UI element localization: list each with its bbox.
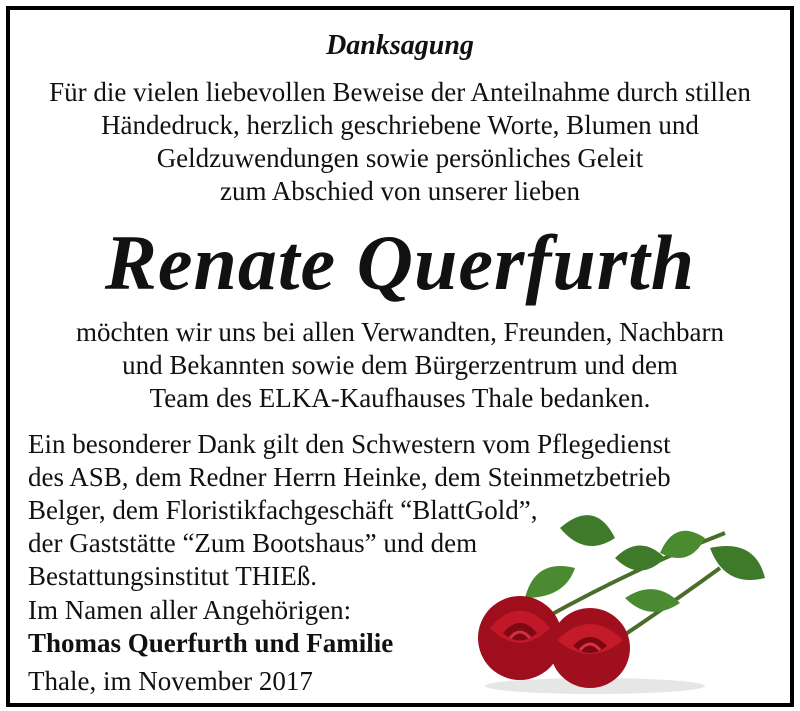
- intro-line: Für die vielen liebevollen Beweise der Anteilnahme durch stillen: [49, 77, 751, 107]
- closing-line: Im Namen aller Angehörigen:: [28, 595, 352, 625]
- special-line: der Gaststätte “Zum Bootshaus” und dem: [28, 528, 478, 558]
- red-roses-image: [465, 498, 775, 698]
- special-line: des ASB, dem Redner Herrn Heinke, dem Steinmetzbetrieb: [28, 462, 671, 492]
- closing-block: [28, 594, 393, 660]
- special-line: Ein besonderer Dank gilt den Schwestern vom Pflegedienst: [28, 429, 671, 459]
- special-line: Bestattungsinstitut THIEß.: [28, 561, 317, 591]
- thanks-line: und Bekannten sowie dem Bürgerzentrum und dem: [122, 350, 678, 380]
- intro-paragraph: [10, 76, 790, 208]
- intro-line: zum Abschied von unserer lieben: [220, 176, 580, 206]
- dateline: Thale, im November 2017: [28, 666, 313, 696]
- thanks-line: möchten wir uns bei allen Verwandten, Freunden, Nachbarn: [75, 317, 725, 347]
- special-line: Belger, dem Floristikfachgeschäft “BlattGold”,: [28, 495, 538, 525]
- signer-name: Thomas Querfurth und Familie: [28, 628, 394, 658]
- intro-line: Händedruck, herzlich geschriebene Worte, Blumen und: [101, 110, 699, 140]
- obituary-notice: [6, 6, 794, 707]
- notice-heading: Danksagung: [326, 30, 474, 61]
- thanks-line: Team des ELKA-Kaufhauses Thale bedanken.: [149, 383, 651, 413]
- intro-line: Geldzuwendungen sowie persönliches Geleit: [156, 143, 644, 173]
- deceased-name: Renate Querfurth: [104, 219, 696, 306]
- thanks-paragraph: [10, 316, 790, 415]
